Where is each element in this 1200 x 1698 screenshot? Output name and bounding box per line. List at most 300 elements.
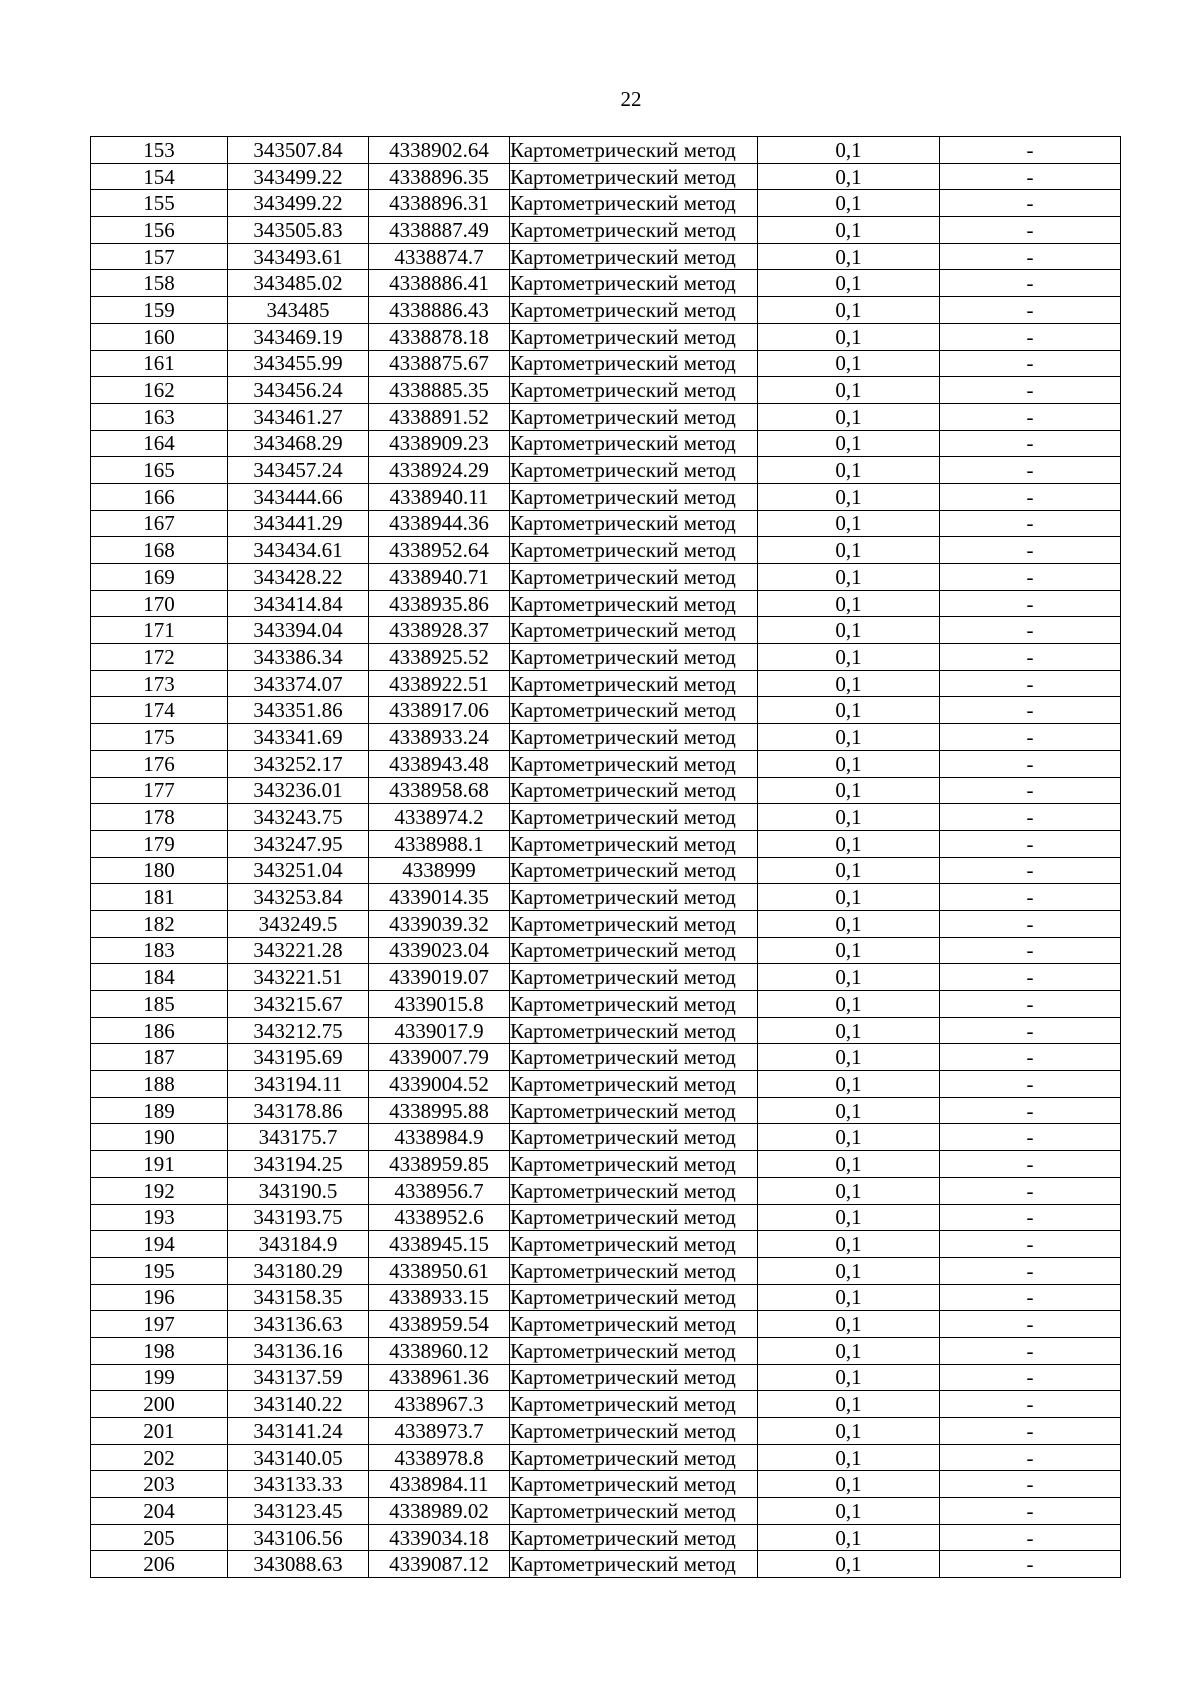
accuracy-cell: 0,1 — [758, 403, 940, 430]
accuracy-cell: 0,1 — [758, 991, 940, 1018]
y-coordinate-cell: 4338973.7 — [369, 1418, 510, 1445]
point-number-cell: 156 — [91, 217, 228, 244]
page-number: 22 — [620, 87, 642, 111]
x-coordinate-cell: 343221.51 — [228, 964, 369, 991]
x-coordinate-cell: 343499.22 — [228, 190, 369, 217]
note-cell: - — [940, 1311, 1121, 1338]
accuracy-cell: 0,1 — [758, 724, 940, 751]
y-coordinate-cell: 4338928.37 — [369, 617, 510, 644]
note-cell: - — [940, 830, 1121, 857]
point-number-cell: 201 — [91, 1418, 228, 1445]
method-cell: Картометрический метод — [510, 1044, 758, 1071]
accuracy-cell: 0,1 — [758, 297, 940, 324]
point-number-cell: 203 — [91, 1471, 228, 1498]
x-coordinate-cell: 343158.35 — [228, 1284, 369, 1311]
point-number-cell: 185 — [91, 991, 228, 1018]
note-cell: - — [940, 1391, 1121, 1418]
table-row — [91, 1017, 1121, 1044]
note-cell: - — [940, 777, 1121, 804]
point-number-cell: 167 — [91, 510, 228, 537]
x-coordinate-cell: 343195.69 — [228, 1044, 369, 1071]
accuracy-cell: 0,1 — [758, 190, 940, 217]
accuracy-cell: 0,1 — [758, 1337, 940, 1364]
y-coordinate-cell: 4338940.71 — [369, 564, 510, 591]
note-cell: - — [940, 1471, 1121, 1498]
note-cell: - — [940, 1177, 1121, 1204]
method-cell: Картометрический метод — [510, 804, 758, 831]
table-row — [91, 377, 1121, 404]
x-coordinate-cell: 343251.04 — [228, 857, 369, 884]
accuracy-cell: 0,1 — [758, 777, 940, 804]
point-number-cell: 194 — [91, 1231, 228, 1258]
x-coordinate-cell: 343184.9 — [228, 1231, 369, 1258]
point-number-cell: 204 — [91, 1498, 228, 1525]
accuracy-cell: 0,1 — [758, 1391, 940, 1418]
x-coordinate-cell: 343455.99 — [228, 350, 369, 377]
y-coordinate-cell: 4339004.52 — [369, 1071, 510, 1098]
note-cell: - — [940, 804, 1121, 831]
table-row — [91, 1124, 1121, 1151]
y-coordinate-cell: 4338922.51 — [369, 670, 510, 697]
table-row — [91, 1524, 1121, 1551]
x-coordinate-cell: 343249.5 — [228, 910, 369, 937]
method-cell: Картометрический метод — [510, 270, 758, 297]
method-cell: Картометрический метод — [510, 350, 758, 377]
method-cell: Картометрический метод — [510, 964, 758, 991]
coordinates-table-body — [91, 137, 1121, 1578]
note-cell: - — [940, 670, 1121, 697]
y-coordinate-cell: 4339014.35 — [369, 884, 510, 911]
point-number-cell: 181 — [91, 884, 228, 911]
method-cell: Картометрический метод — [510, 617, 758, 644]
y-coordinate-cell: 4338944.36 — [369, 510, 510, 537]
x-coordinate-cell: 343485.02 — [228, 270, 369, 297]
method-cell: Картометрический метод — [510, 1364, 758, 1391]
accuracy-cell: 0,1 — [758, 1284, 940, 1311]
note-cell: - — [940, 1551, 1121, 1578]
x-coordinate-cell: 343133.33 — [228, 1471, 369, 1498]
table-row — [91, 483, 1121, 510]
accuracy-cell: 0,1 — [758, 350, 940, 377]
accuracy-cell: 0,1 — [758, 1551, 940, 1578]
method-cell: Картометрический метод — [510, 1551, 758, 1578]
note-cell: - — [940, 537, 1121, 564]
point-number-cell: 197 — [91, 1311, 228, 1338]
table-row — [91, 724, 1121, 751]
x-coordinate-cell: 343434.61 — [228, 537, 369, 564]
x-coordinate-cell: 343428.22 — [228, 564, 369, 591]
accuracy-cell: 0,1 — [758, 1257, 940, 1284]
y-coordinate-cell: 4339039.32 — [369, 910, 510, 937]
note-cell: - — [940, 323, 1121, 350]
x-coordinate-cell: 343469.19 — [228, 323, 369, 350]
table-row — [91, 1471, 1121, 1498]
method-cell: Картометрический метод — [510, 697, 758, 724]
note-cell: - — [940, 1204, 1121, 1231]
note-cell: - — [940, 297, 1121, 324]
accuracy-cell: 0,1 — [758, 510, 940, 537]
table-row — [91, 697, 1121, 724]
table-row — [91, 830, 1121, 857]
y-coordinate-cell: 4338924.29 — [369, 457, 510, 484]
point-number-cell: 199 — [91, 1364, 228, 1391]
method-cell: Картометрический метод — [510, 403, 758, 430]
method-cell: Картометрический метод — [510, 297, 758, 324]
table-row — [91, 644, 1121, 671]
x-coordinate-cell: 343106.56 — [228, 1524, 369, 1551]
table-row — [91, 1284, 1121, 1311]
note-cell: - — [940, 964, 1121, 991]
accuracy-cell: 0,1 — [758, 1071, 940, 1098]
table-row — [91, 964, 1121, 991]
note-cell: - — [940, 430, 1121, 457]
method-cell: Картометрический метод — [510, 537, 758, 564]
table-row — [91, 1418, 1121, 1445]
method-cell: Картометрический метод — [510, 1231, 758, 1258]
note-cell: - — [940, 1097, 1121, 1124]
x-coordinate-cell: 343468.29 — [228, 430, 369, 457]
table-row — [91, 1364, 1121, 1391]
method-cell: Картометрический метод — [510, 724, 758, 751]
point-number-cell: 160 — [91, 323, 228, 350]
point-number-cell: 171 — [91, 617, 228, 644]
note-cell: - — [940, 991, 1121, 1018]
x-coordinate-cell: 343212.75 — [228, 1017, 369, 1044]
method-cell: Картометрический метод — [510, 1471, 758, 1498]
point-number-cell: 188 — [91, 1071, 228, 1098]
x-coordinate-cell: 343444.66 — [228, 483, 369, 510]
table-row — [91, 1097, 1121, 1124]
y-coordinate-cell: 4339007.79 — [369, 1044, 510, 1071]
x-coordinate-cell: 343141.24 — [228, 1418, 369, 1445]
table-row — [91, 1551, 1121, 1578]
point-number-cell: 190 — [91, 1124, 228, 1151]
accuracy-cell: 0,1 — [758, 1044, 940, 1071]
point-number-cell: 168 — [91, 537, 228, 564]
x-coordinate-cell: 343140.05 — [228, 1444, 369, 1471]
y-coordinate-cell: 4338887.49 — [369, 217, 510, 244]
method-cell: Картометрический метод — [510, 1524, 758, 1551]
method-cell: Картометрический метод — [510, 644, 758, 671]
accuracy-cell: 0,1 — [758, 697, 940, 724]
note-cell: - — [940, 590, 1121, 617]
note-cell: - — [940, 483, 1121, 510]
table-row — [91, 857, 1121, 884]
x-coordinate-cell: 343505.83 — [228, 217, 369, 244]
accuracy-cell: 0,1 — [758, 590, 940, 617]
method-cell: Картометрический метод — [510, 750, 758, 777]
point-number-cell: 191 — [91, 1151, 228, 1178]
x-coordinate-cell: 343351.86 — [228, 697, 369, 724]
method-cell: Картометрический метод — [510, 243, 758, 270]
y-coordinate-cell: 4339015.8 — [369, 991, 510, 1018]
method-cell: Картометрический метод — [510, 910, 758, 937]
note-cell: - — [940, 137, 1121, 164]
table-row — [91, 137, 1121, 164]
method-cell: Картометрический метод — [510, 1204, 758, 1231]
point-number-cell: 193 — [91, 1204, 228, 1231]
table-row — [91, 163, 1121, 190]
accuracy-cell: 0,1 — [758, 830, 940, 857]
note-cell: - — [940, 724, 1121, 751]
x-coordinate-cell: 343175.7 — [228, 1124, 369, 1151]
method-cell: Картометрический метод — [510, 190, 758, 217]
accuracy-cell: 0,1 — [758, 937, 940, 964]
point-number-cell: 155 — [91, 190, 228, 217]
point-number-cell: 170 — [91, 590, 228, 617]
table-row — [91, 323, 1121, 350]
note-cell: - — [940, 217, 1121, 244]
y-coordinate-cell: 4338959.85 — [369, 1151, 510, 1178]
point-number-cell: 173 — [91, 670, 228, 697]
y-coordinate-cell: 4338950.61 — [369, 1257, 510, 1284]
point-number-cell: 187 — [91, 1044, 228, 1071]
method-cell: Картометрический метод — [510, 1177, 758, 1204]
accuracy-cell: 0,1 — [758, 644, 940, 671]
y-coordinate-cell: 4338933.15 — [369, 1284, 510, 1311]
y-coordinate-cell: 4338988.1 — [369, 830, 510, 857]
x-coordinate-cell: 343485 — [228, 297, 369, 324]
table-row — [91, 1311, 1121, 1338]
table-row — [91, 510, 1121, 537]
y-coordinate-cell: 4339087.12 — [369, 1551, 510, 1578]
point-number-cell: 159 — [91, 297, 228, 324]
accuracy-cell: 0,1 — [758, 137, 940, 164]
note-cell: - — [940, 1444, 1121, 1471]
table-row — [91, 564, 1121, 591]
point-number-cell: 202 — [91, 1444, 228, 1471]
accuracy-cell: 0,1 — [758, 884, 940, 911]
x-coordinate-cell: 343253.84 — [228, 884, 369, 911]
point-number-cell: 169 — [91, 564, 228, 591]
table-row — [91, 457, 1121, 484]
x-coordinate-cell: 343193.75 — [228, 1204, 369, 1231]
accuracy-cell: 0,1 — [758, 1364, 940, 1391]
method-cell: Картометрический метод — [510, 1391, 758, 1418]
point-number-cell: 161 — [91, 350, 228, 377]
y-coordinate-cell: 4338886.41 — [369, 270, 510, 297]
y-coordinate-cell: 4338956.7 — [369, 1177, 510, 1204]
y-coordinate-cell: 4338940.11 — [369, 483, 510, 510]
table-row — [91, 670, 1121, 697]
y-coordinate-cell: 4338885.35 — [369, 377, 510, 404]
point-number-cell: 180 — [91, 857, 228, 884]
note-cell: - — [940, 377, 1121, 404]
accuracy-cell: 0,1 — [758, 1097, 940, 1124]
y-coordinate-cell: 4338935.86 — [369, 590, 510, 617]
y-coordinate-cell: 4338909.23 — [369, 430, 510, 457]
method-cell: Картометрический метод — [510, 1071, 758, 1098]
note-cell: - — [940, 750, 1121, 777]
method-cell: Картометрический метод — [510, 510, 758, 537]
y-coordinate-cell: 4338967.3 — [369, 1391, 510, 1418]
point-number-cell: 186 — [91, 1017, 228, 1044]
accuracy-cell: 0,1 — [758, 323, 940, 350]
point-number-cell: 154 — [91, 163, 228, 190]
note-cell: - — [940, 1524, 1121, 1551]
note-cell: - — [940, 1418, 1121, 1445]
y-coordinate-cell: 4338958.68 — [369, 777, 510, 804]
point-number-cell: 184 — [91, 964, 228, 991]
note-cell: - — [940, 1257, 1121, 1284]
y-coordinate-cell: 4338943.48 — [369, 750, 510, 777]
method-cell: Картометрический метод — [510, 1151, 758, 1178]
point-number-cell: 157 — [91, 243, 228, 270]
table-row — [91, 217, 1121, 244]
point-number-cell: 196 — [91, 1284, 228, 1311]
point-number-cell: 183 — [91, 937, 228, 964]
table-row — [91, 1177, 1121, 1204]
y-coordinate-cell: 4339023.04 — [369, 937, 510, 964]
y-coordinate-cell: 4338984.11 — [369, 1471, 510, 1498]
y-coordinate-cell: 4338874.7 — [369, 243, 510, 270]
accuracy-cell: 0,1 — [758, 804, 940, 831]
y-coordinate-cell: 4338974.2 — [369, 804, 510, 831]
accuracy-cell: 0,1 — [758, 163, 940, 190]
y-coordinate-cell: 4339034.18 — [369, 1524, 510, 1551]
accuracy-cell: 0,1 — [758, 217, 940, 244]
note-cell: - — [940, 190, 1121, 217]
table-row — [91, 1204, 1121, 1231]
table-row — [91, 750, 1121, 777]
x-coordinate-cell: 343456.24 — [228, 377, 369, 404]
table-row — [91, 243, 1121, 270]
method-cell: Картометрический метод — [510, 670, 758, 697]
y-coordinate-cell: 4338989.02 — [369, 1498, 510, 1525]
note-cell: - — [940, 564, 1121, 591]
x-coordinate-cell: 343441.29 — [228, 510, 369, 537]
x-coordinate-cell: 343194.25 — [228, 1151, 369, 1178]
method-cell: Картометрический метод — [510, 1311, 758, 1338]
table-row — [91, 403, 1121, 430]
table-row — [91, 910, 1121, 937]
table-row — [91, 270, 1121, 297]
accuracy-cell: 0,1 — [758, 1177, 940, 1204]
accuracy-cell: 0,1 — [758, 1471, 940, 1498]
x-coordinate-cell: 343414.84 — [228, 590, 369, 617]
table-row — [91, 617, 1121, 644]
note-cell: - — [940, 457, 1121, 484]
point-number-cell: 164 — [91, 430, 228, 457]
x-coordinate-cell: 343247.95 — [228, 830, 369, 857]
x-coordinate-cell: 343123.45 — [228, 1498, 369, 1525]
method-cell: Картометрический метод — [510, 163, 758, 190]
method-cell: Картометрический метод — [510, 1444, 758, 1471]
x-coordinate-cell: 343341.69 — [228, 724, 369, 751]
note-cell: - — [940, 910, 1121, 937]
x-coordinate-cell: 343190.5 — [228, 1177, 369, 1204]
x-coordinate-cell: 343243.75 — [228, 804, 369, 831]
x-coordinate-cell: 343136.16 — [228, 1337, 369, 1364]
note-cell: - — [940, 644, 1121, 671]
note-cell: - — [940, 1337, 1121, 1364]
y-coordinate-cell: 4338984.9 — [369, 1124, 510, 1151]
table-row — [91, 1071, 1121, 1098]
x-coordinate-cell: 343457.24 — [228, 457, 369, 484]
y-coordinate-cell: 4338917.06 — [369, 697, 510, 724]
y-coordinate-cell: 4338896.35 — [369, 163, 510, 190]
x-coordinate-cell: 343088.63 — [228, 1551, 369, 1578]
table-row — [91, 1444, 1121, 1471]
y-coordinate-cell: 4338952.6 — [369, 1204, 510, 1231]
accuracy-cell: 0,1 — [758, 1151, 940, 1178]
y-coordinate-cell: 4338886.43 — [369, 297, 510, 324]
x-coordinate-cell: 343386.34 — [228, 644, 369, 671]
accuracy-cell: 0,1 — [758, 964, 940, 991]
accuracy-cell: 0,1 — [758, 377, 940, 404]
method-cell: Картометрический метод — [510, 590, 758, 617]
y-coordinate-cell: 4338925.52 — [369, 644, 510, 671]
x-coordinate-cell: 343136.63 — [228, 1311, 369, 1338]
point-number-cell: 172 — [91, 644, 228, 671]
table-row — [91, 804, 1121, 831]
table-row — [91, 1151, 1121, 1178]
note-cell: - — [940, 1151, 1121, 1178]
table-row — [91, 1391, 1121, 1418]
method-cell: Картометрический метод — [510, 137, 758, 164]
y-coordinate-cell: 4338878.18 — [369, 323, 510, 350]
method-cell: Картометрический метод — [510, 1498, 758, 1525]
table-row — [91, 1231, 1121, 1258]
method-cell: Картометрический метод — [510, 1257, 758, 1284]
table-row — [91, 937, 1121, 964]
y-coordinate-cell: 4338891.52 — [369, 403, 510, 430]
y-coordinate-cell: 4338959.54 — [369, 1311, 510, 1338]
accuracy-cell: 0,1 — [758, 910, 940, 937]
note-cell: - — [940, 350, 1121, 377]
point-number-cell: 165 — [91, 457, 228, 484]
note-cell: - — [940, 1498, 1121, 1525]
note-cell: - — [940, 1044, 1121, 1071]
table-row — [91, 1257, 1121, 1284]
method-cell: Картометрический метод — [510, 1017, 758, 1044]
x-coordinate-cell: 343215.67 — [228, 991, 369, 1018]
point-number-cell: 195 — [91, 1257, 228, 1284]
y-coordinate-cell: 4338961.36 — [369, 1364, 510, 1391]
note-cell: - — [940, 1017, 1121, 1044]
y-coordinate-cell: 4338995.88 — [369, 1097, 510, 1124]
method-cell: Картометрический метод — [510, 564, 758, 591]
method-cell: Картометрический метод — [510, 483, 758, 510]
y-coordinate-cell: 4339019.07 — [369, 964, 510, 991]
accuracy-cell: 0,1 — [758, 1311, 940, 1338]
point-number-cell: 177 — [91, 777, 228, 804]
accuracy-cell: 0,1 — [758, 1444, 940, 1471]
note-cell: - — [940, 403, 1121, 430]
table-row — [91, 350, 1121, 377]
method-cell: Картометрический метод — [510, 430, 758, 457]
accuracy-cell: 0,1 — [758, 537, 940, 564]
y-coordinate-cell: 4338999 — [369, 857, 510, 884]
x-coordinate-cell: 343180.29 — [228, 1257, 369, 1284]
point-number-cell: 174 — [91, 697, 228, 724]
point-number-cell: 198 — [91, 1337, 228, 1364]
accuracy-cell: 0,1 — [758, 1418, 940, 1445]
accuracy-cell: 0,1 — [758, 750, 940, 777]
table-row — [91, 991, 1121, 1018]
table-row — [91, 537, 1121, 564]
method-cell: Картометрический метод — [510, 457, 758, 484]
note-cell: - — [940, 937, 1121, 964]
x-coordinate-cell: 343493.61 — [228, 243, 369, 270]
table-row — [91, 190, 1121, 217]
method-cell: Картометрический метод — [510, 217, 758, 244]
accuracy-cell: 0,1 — [758, 564, 940, 591]
y-coordinate-cell: 4338960.12 — [369, 1337, 510, 1364]
point-number-cell: 189 — [91, 1097, 228, 1124]
point-number-cell: 178 — [91, 804, 228, 831]
y-coordinate-cell: 4339017.9 — [369, 1017, 510, 1044]
